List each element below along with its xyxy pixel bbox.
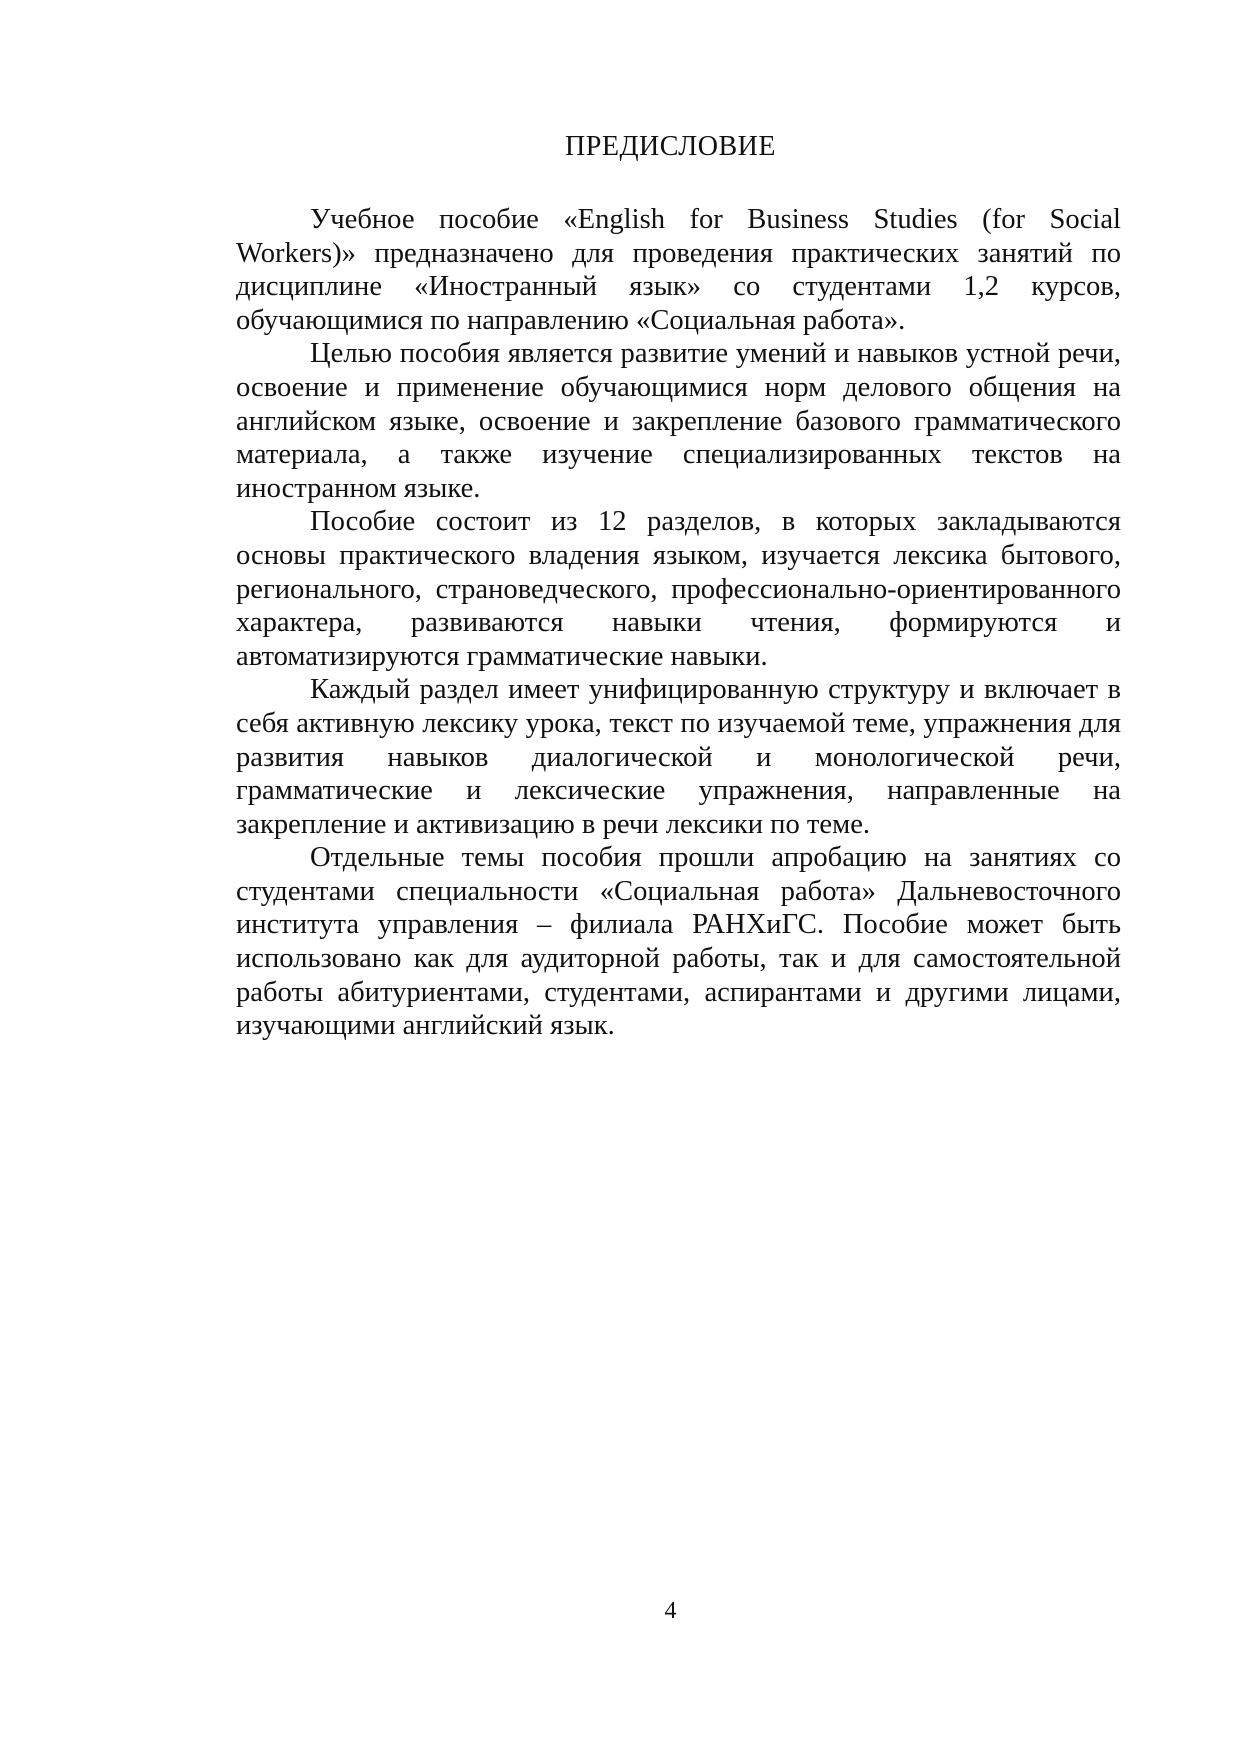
- paragraph-structure: Пособие состоит из 12 разделов, в которых закладываются основы практического владения языком, изучается лексика бытового, регионального, страноведческого, профессионально-ориентированного характера, развиваются навыки чтения, формируются и автоматизируются грамматические навыки.: [236, 506, 1121, 672]
- preface-body: [236, 203, 1121, 1043]
- paragraph-sections: Каждый раздел имеет унифицированную структуру и включает в себя активную лексику урока, текст по изучаемой теме, упражнения для развития навыков диалогической и монологической речи, грамматические и лексические упражнения, направленные на закрепление и активизацию в речи лексики по теме.: [236, 674, 1121, 840]
- paragraph-purpose: Учебное пособие «English for Business Studies (for Social Workers)» предназначено для проведения практических занятий по дисциплине «Иностранный язык» со студентами 1,2 курсов, обучающимися по направлению «Социальная работа».: [236, 204, 1121, 336]
- page-number: 4: [664, 1598, 677, 1624]
- paragraph-approbation: Отдельные темы пособия прошли апробацию на занятиях со студентами специальности «Социальная работа» Дальневосточного института управления – филиала РАНХиГС. Пособие может быть использовано как для аудиторной работы, так и для самостоятельной работы абитуриентами, студентами, аспирантами и другими лицами, изучающими английский язык.: [236, 842, 1121, 1042]
- paragraph-goal: Целью пособия является развитие умений и навыков устной речи, освоение и применение обучающимися норм делового общения на английском языке, освоение и закрепление базового грамматического материала, а также изучение специализированных текстов на иностранном языке.: [236, 338, 1121, 504]
- page-title: ПРЕДИСЛОВИЕ: [565, 131, 776, 162]
